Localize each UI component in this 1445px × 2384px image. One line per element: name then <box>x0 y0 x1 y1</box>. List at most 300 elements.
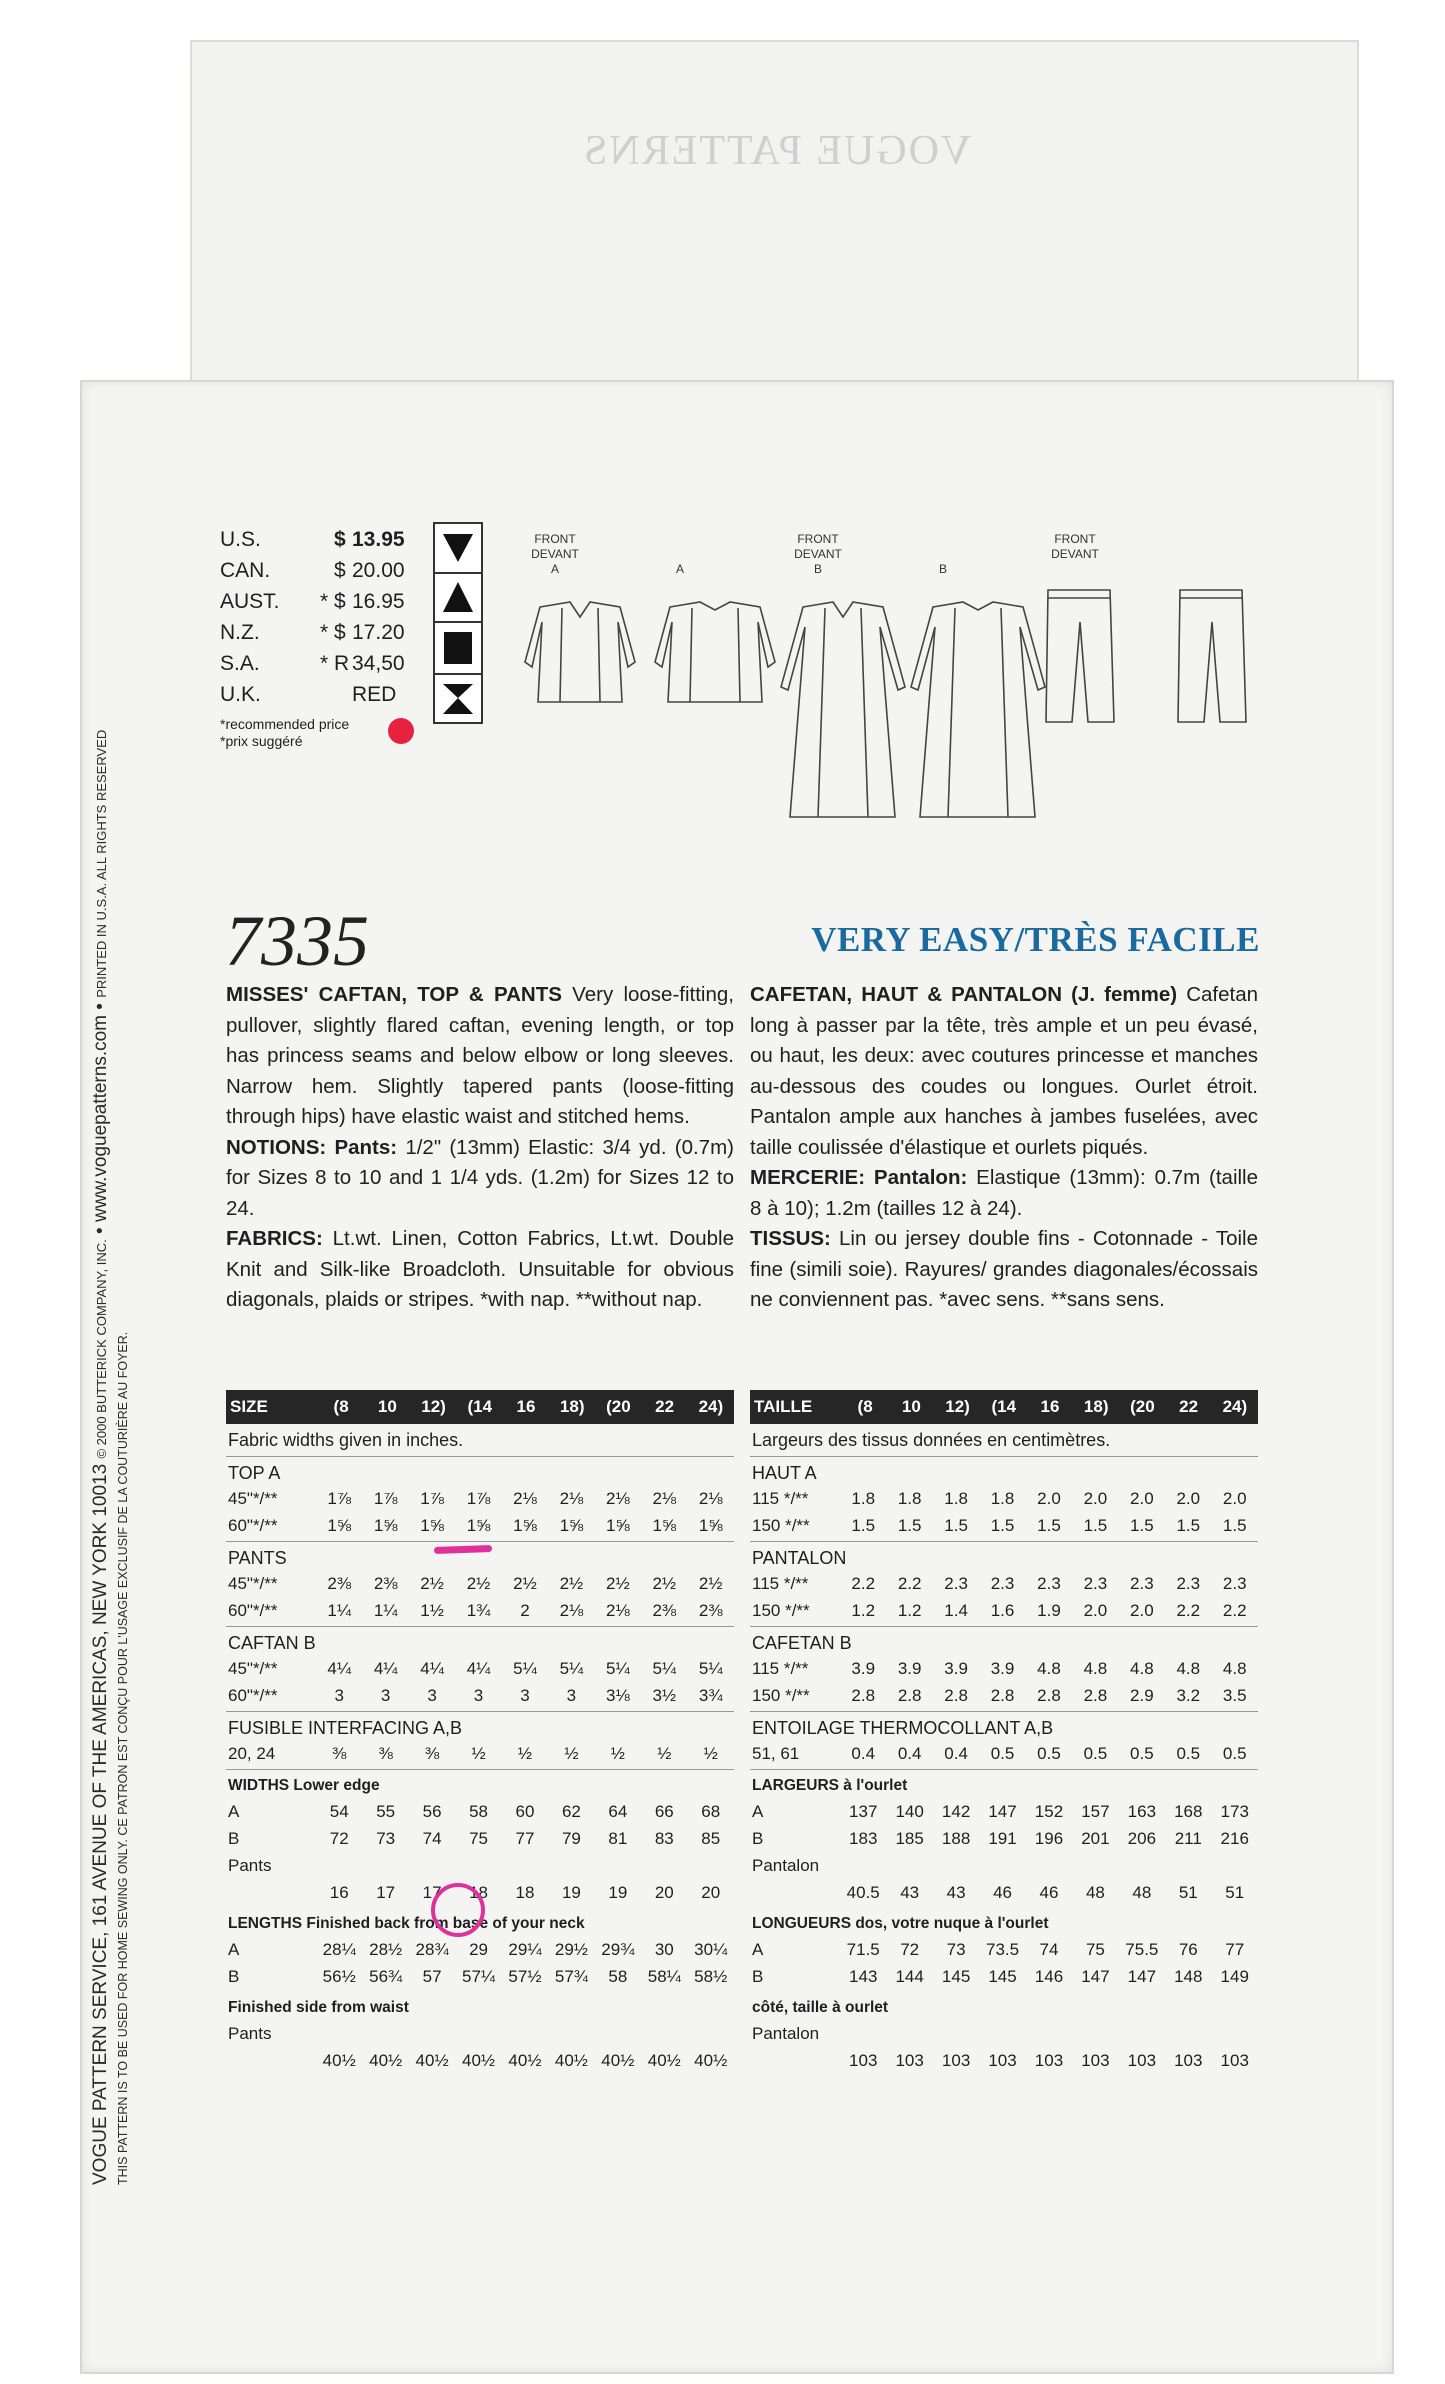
table-cell: 4.8 <box>1176 1658 1201 1678</box>
table-cell: 2.3 <box>990 1573 1015 1593</box>
table-cell: 2.2 <box>897 1573 922 1593</box>
table-cell: 54 <box>329 1801 349 1821</box>
price-country: N.Z. <box>220 621 260 644</box>
table-cell: 1.9 <box>1037 1600 1061 1620</box>
table-cell: 1⅝ <box>327 1515 352 1535</box>
table-cell: 40½ <box>647 2050 681 2070</box>
section-title: PANTALON <box>752 1548 847 1568</box>
row-label: A <box>752 1939 764 1959</box>
section-title: WIDTHS Lower edge <box>228 1777 380 1794</box>
table-cell: 85 <box>701 1828 721 1848</box>
table-cell: 1.4 <box>944 1600 968 1620</box>
table-cell: 74 <box>422 1828 442 1848</box>
row-label: 150 */** <box>752 1515 810 1535</box>
table-row <box>226 1682 734 1709</box>
website: www.voguepatterns.com <box>90 1015 111 1222</box>
table-cell: 1.5 <box>1130 1515 1154 1535</box>
table-cell: 1.5 <box>944 1515 968 1535</box>
table-cell: 20 <box>701 1882 721 1902</box>
table-row <box>226 1798 734 1825</box>
price-row <box>220 528 435 559</box>
table-cell: 58 <box>469 1801 488 1821</box>
table-cell: 4.8 <box>1222 1658 1247 1678</box>
pants-back-drawing <box>1178 590 1246 722</box>
table-row <box>226 2047 734 2074</box>
table-cell: 43 <box>900 1882 920 1902</box>
table-row <box>226 1485 734 1512</box>
price-currency: $ <box>334 621 346 644</box>
table-cell: 185 <box>895 1828 924 1848</box>
price-country: U.K. <box>220 683 261 706</box>
table-cell: 4.8 <box>1037 1658 1061 1678</box>
table-cell: 71.5 <box>846 1939 880 1959</box>
size-header: 10 <box>377 1397 397 1416</box>
table-cell: 0.5 <box>1222 1743 1247 1763</box>
publisher-address: VOGUE PATTERN SERVICE, 161 AVENUE OF THE AMERICAS, NEW YORK 10013 <box>90 1463 111 2185</box>
pants-front-drawing <box>1046 590 1114 722</box>
table-row <box>750 1963 1258 1990</box>
table-row <box>750 1879 1258 1906</box>
table-cell: 173 <box>1220 1801 1249 1821</box>
table-cell: 0.4 <box>897 1743 922 1763</box>
row-label: A <box>228 1939 240 1959</box>
table-cell: 73 <box>946 1939 966 1959</box>
table-cell: 56 <box>422 1801 442 1821</box>
table-cell: 75 <box>1085 1939 1105 1959</box>
table-cell: 5¼ <box>513 1658 537 1678</box>
table-cell: 1.5 <box>990 1515 1015 1535</box>
table-cell: 5¼ <box>652 1658 677 1678</box>
table-cell: 1.5 <box>851 1515 876 1535</box>
table-cell: 4¼ <box>420 1658 444 1678</box>
table-cell: 144 <box>895 1966 924 1986</box>
price-amount: 17.20 <box>352 621 405 644</box>
section-title: Finished side from waist <box>228 1999 409 2016</box>
table-cell: 1½ <box>420 1600 444 1620</box>
size-header: 22 <box>655 1397 675 1416</box>
table-cell: 103 <box>1127 2050 1157 2070</box>
table-cell: 1.2 <box>897 1600 922 1620</box>
table-cell: 2.0 <box>1037 1488 1061 1508</box>
row-label: 60"*/** <box>228 1515 278 1535</box>
row-label: 115 */** <box>752 1573 809 1593</box>
table-cell: 73.5 <box>985 1939 1020 1959</box>
table-cell: 137 <box>849 1801 878 1821</box>
table-cell: 168 <box>1174 1801 1203 1821</box>
table-cell: 152 <box>1034 1801 1064 1821</box>
table-cell: 77 <box>1225 1939 1245 1959</box>
table-cell: 147 <box>988 1801 1017 1821</box>
table-row <box>750 1852 1258 1879</box>
table-cell: 1¼ <box>327 1600 352 1620</box>
table-row <box>226 1936 734 1963</box>
table-cell: 211 <box>1174 1828 1202 1848</box>
table-cell: 147 <box>1081 1966 1110 1986</box>
table-cell: 2.0 <box>1083 1600 1108 1620</box>
table-cell: 163 <box>1127 1801 1157 1821</box>
copyright: © 2000 BUTTERICK COMPANY, INC. <box>94 1239 109 1459</box>
table-cell: 2⅛ <box>652 1488 677 1508</box>
table-cell: 4.8 <box>1083 1658 1108 1678</box>
table-cell: ½ <box>657 1743 672 1763</box>
table-cell: 2 <box>520 1600 530 1620</box>
table-row <box>226 1655 734 1682</box>
table-cell: 2⅛ <box>513 1488 537 1508</box>
table-cell: 2⅛ <box>606 1600 630 1620</box>
fabrics-label-en: FABRICS: <box>226 1227 323 1250</box>
table-cell: 2⅛ <box>559 1488 584 1508</box>
row-label: B <box>228 1966 240 1986</box>
table-cell: 2.8 <box>990 1685 1015 1705</box>
difficulty-rating: VERY EASY/TRÈS FACILE <box>811 920 1260 959</box>
row-label: Pantalon <box>752 2023 820 2043</box>
table-cell: 3 <box>380 1685 391 1705</box>
table-section <box>226 1457 734 1542</box>
table-cell: 43 <box>946 1882 966 1902</box>
table-cell: 64 <box>608 1801 628 1821</box>
table-row <box>750 1512 1258 1539</box>
table-cell: 1¾ <box>466 1600 491 1620</box>
size-header: 18) <box>559 1397 585 1416</box>
table-cell: 2⅛ <box>698 1488 723 1508</box>
hourglass-icon <box>443 684 473 714</box>
table-cell: 75.5 <box>1125 1939 1159 1959</box>
row-label: Pants <box>228 2023 272 2043</box>
table-cell: 20 <box>654 1882 674 1902</box>
table-cell: 2.3 <box>1130 1573 1154 1593</box>
table-cell: 2⅜ <box>652 1600 677 1620</box>
price-currency: R <box>334 652 350 675</box>
table-cell: 145 <box>941 1966 971 1986</box>
table-cell: 103 <box>1174 2050 1203 2070</box>
table-cell: 2½ <box>420 1573 444 1593</box>
table-cell: 1.6 <box>990 1600 1015 1620</box>
table-section <box>750 1770 1258 1908</box>
table-cell: 103 <box>941 2050 971 2070</box>
table-cell: 2.3 <box>1037 1573 1061 1593</box>
title-en: MISSES' CAFTAN, TOP & PANTS <box>226 983 562 1006</box>
table-row <box>750 1740 1258 1767</box>
table-cell: 48 <box>1085 1882 1105 1902</box>
table-row <box>750 2047 1258 2074</box>
row-label: 20, 24 <box>228 1743 276 1763</box>
row-label: A <box>752 1801 764 1821</box>
table-cell: 2⅜ <box>373 1573 398 1593</box>
table-cell: 40½ <box>322 2050 356 2070</box>
notions-fr: Elastique (13mm): 0.7m (taille 8 à 10); 1.2m (tailles 12 à 24). <box>750 1166 1259 1220</box>
table-cell: 148 <box>1174 1966 1203 1986</box>
table-cell: 5¼ <box>559 1658 584 1678</box>
price-country: CAN. <box>220 559 271 582</box>
description-english <box>226 980 734 1316</box>
side-print: VOGUE PATTERN SERVICE, 161 AVENUE OF THE AMERICAS, NEW YORK 10013 © 2000 BUTTERICK COMPANY, INC. • www.voguepatterns.com • PRINTED IN U.S.A. ALL RIGHTS RESERVED THIS PATTERN IS TO BE USED FOR HOME SEWING ONLY. CE PATRON EST CONÇU POUR L'USAGE EXCLUSIF DE LA COUTURIÈRE AU FOYER. <box>90 545 130 2185</box>
table-row <box>226 1597 734 1624</box>
table-row <box>226 1740 734 1767</box>
table-cell: 3 <box>427 1685 437 1705</box>
row-label: 51, 61 <box>752 1743 800 1763</box>
size-label: TAILLE <box>754 1397 813 1416</box>
table-cell: 103 <box>1034 2050 1064 2070</box>
table-cell: 40½ <box>601 2050 635 2070</box>
table-cell: 57½ <box>508 1966 542 1986</box>
table-cell: 68 <box>701 1801 721 1821</box>
price-note-fr: *prix suggéré <box>220 733 303 749</box>
table-cell: 3.9 <box>897 1658 922 1678</box>
section-title: PANTS <box>228 1548 287 1568</box>
size-header: 12) <box>945 1397 970 1416</box>
table-section <box>750 1992 1258 2076</box>
price-row <box>220 559 435 590</box>
table-cell: 2½ <box>606 1573 630 1593</box>
price-row <box>220 590 435 621</box>
table-cell: 2.2 <box>851 1573 876 1593</box>
table-cell: 2.8 <box>897 1685 922 1705</box>
row-label: A <box>228 1801 240 1821</box>
row-label: 60"*/** <box>228 1600 278 1620</box>
size-header: (20 <box>606 1397 631 1416</box>
table-cell: 142 <box>941 1801 971 1821</box>
table-cell: 46 <box>993 1882 1012 1902</box>
table-cell: 183 <box>849 1828 878 1848</box>
table-section <box>750 1908 1258 1992</box>
section-title: LONGUEURS dos, votre nuque à l'ourlet <box>752 1915 1049 1932</box>
table-section <box>226 1992 734 2076</box>
section-title: HAUT A <box>752 1463 817 1483</box>
table-cell: 3 <box>566 1685 577 1705</box>
table-cell: 1.8 <box>944 1488 968 1508</box>
table-cell: 46 <box>1039 1882 1059 1902</box>
size-header: 24) <box>698 1397 724 1416</box>
fabrics-fr: Lin ou jersey double fins - Cotonnade - Toile fine (simili soie). Rayures/ grandes diagonales/écossais ne conviennent pas. *avec sens. **sans sens. <box>750 1227 1258 1311</box>
table-section <box>750 1542 1258 1627</box>
row-label: B <box>752 1966 764 1986</box>
table-cell: 1.5 <box>897 1515 922 1535</box>
table-cell: 3½ <box>652 1685 677 1705</box>
size-header: 18) <box>1083 1397 1109 1416</box>
label-front-a: FRONT DEVANT A <box>531 532 579 576</box>
table-cell: 75 <box>469 1828 488 1848</box>
red-dot-marker <box>388 718 414 744</box>
table-cell: ⅜ <box>378 1743 393 1763</box>
table-cell: 157 <box>1081 1801 1110 1821</box>
price-star: * <box>320 652 329 675</box>
table-cell: 77 <box>515 1828 535 1848</box>
table-cell: 60 <box>515 1801 535 1821</box>
table-cell: 58¼ <box>647 1966 681 1986</box>
table-section <box>226 1627 734 1712</box>
table-row <box>226 1570 734 1597</box>
table-row <box>750 1825 1258 1852</box>
top-a-back-drawing <box>655 602 775 702</box>
table-cell: 2.3 <box>944 1573 968 1593</box>
table-cell: 143 <box>849 1966 878 1986</box>
size-header: 10 <box>901 1397 921 1416</box>
table-cell: 19 <box>608 1882 628 1902</box>
table-cell: 1⅝ <box>420 1515 444 1535</box>
table-cell: 2.0 <box>1130 1488 1154 1508</box>
table-cell: 103 <box>849 2050 878 2070</box>
table-cell: 40½ <box>508 2050 542 2070</box>
table-header <box>750 1390 1258 1424</box>
price-amount: 20.00 <box>352 559 405 582</box>
table-cell: 188 <box>941 1828 971 1848</box>
table-section <box>226 1542 734 1627</box>
table-cell: 4¼ <box>466 1658 491 1678</box>
table-cell: 2.3 <box>1083 1573 1108 1593</box>
notions-en: 1/2" (13mm) Elastic: 3/4 yd. (0.7m) for Sizes 8 to 10 and 1 1/4 yds. (1.2m) for Sizes 12 to 24. <box>226 1135 734 1220</box>
garment-views <box>500 522 1280 822</box>
table-cell: 56¾ <box>369 1966 403 1986</box>
table-cell: 2½ <box>513 1573 537 1593</box>
row-label: 45"*/** <box>228 1573 278 1593</box>
table-row <box>750 1682 1258 1709</box>
table-cell: 146 <box>1034 1966 1064 1986</box>
table-cell: 17 <box>422 1882 442 1902</box>
table-cell: 0.5 <box>1037 1743 1061 1763</box>
row-label: 150 */** <box>752 1600 810 1620</box>
table-cell: 3.9 <box>990 1658 1015 1678</box>
table-cell: 2½ <box>466 1573 491 1593</box>
table-cell: 2½ <box>559 1573 584 1593</box>
table-cell: 1⅝ <box>559 1515 584 1535</box>
table-cell: 40½ <box>369 2050 403 2070</box>
table-cell: 40.5 <box>846 1882 880 1902</box>
table-cell: 1⅝ <box>373 1515 398 1535</box>
table-row <box>226 1825 734 1852</box>
size-header: (8 <box>333 1397 349 1416</box>
size-header: (14 <box>467 1397 493 1416</box>
label-back-a: A <box>675 562 684 576</box>
price-country: S.A. <box>220 652 260 675</box>
description-french <box>750 980 1258 1316</box>
table-cell: 29¾ <box>601 1939 635 1959</box>
table-cell: 1⅝ <box>698 1515 723 1535</box>
table-section <box>750 1712 1258 1770</box>
table-cell: 73 <box>376 1828 396 1848</box>
section-title: côté, taille à ourlet <box>752 1999 889 2016</box>
notions-label-fr: MERCERIE: Pantalon: <box>750 1166 968 1189</box>
table-cell: 74 <box>1039 1939 1059 1959</box>
table-cell: 72 <box>900 1939 920 1959</box>
row-label: B <box>752 1828 764 1848</box>
table-cell: 2.8 <box>1083 1685 1108 1705</box>
yardage-table-english <box>226 1390 734 2076</box>
top-a-front-drawing <box>525 602 635 702</box>
table-cell: 1.5 <box>1037 1515 1061 1535</box>
price-list <box>220 528 435 750</box>
table-cell: 2⅛ <box>559 1600 584 1620</box>
triangle-down-icon <box>443 534 473 562</box>
row-label: Pantalon <box>752 1855 820 1875</box>
table-cell: 81 <box>608 1828 628 1848</box>
section-title: ENTOILAGE THERMOCOLLANT A,B <box>752 1718 1054 1738</box>
table-cell: 2.8 <box>851 1685 876 1705</box>
table-cell: 103 <box>1081 2050 1110 2070</box>
section-title: LENGTHS Finished back from base of your neck <box>228 1915 585 1932</box>
table-cell: 1¼ <box>373 1600 398 1620</box>
table-cell: 1.5 <box>1222 1515 1247 1535</box>
table-cell: 3.9 <box>944 1658 968 1678</box>
table-cell: 0.4 <box>851 1743 876 1763</box>
table-row <box>750 1597 1258 1624</box>
table-cell: 2.9 <box>1130 1685 1154 1705</box>
fabrics-label-fr: TISSUS: <box>750 1227 831 1250</box>
table-cell: 1⅝ <box>606 1515 630 1535</box>
table-cell: 3 <box>473 1685 484 1705</box>
table-cell: 1⅝ <box>513 1515 537 1535</box>
label-front-b: FRONT DEVANT B <box>794 532 842 576</box>
table-cell: 2.8 <box>944 1685 968 1705</box>
table-note: Largeurs des tissus données en centimètres. <box>750 1424 1258 1457</box>
mirrored-brand-print: VOGUE PATTERNS <box>582 128 972 174</box>
table-cell: 18 <box>515 1882 535 1902</box>
table-cell: 28¼ <box>322 1939 356 1959</box>
size-header: 16 <box>1040 1397 1060 1416</box>
table-cell: 29¼ <box>508 1939 542 1959</box>
body-fr: Cafetan long à passer par la tête, très ample et un peu évasé, ou haut, les deux: avec coutures princesse et manches au-dessous des coudes ou longues. Ourlet étroit. Pantalon ample aux hanches à jambes fuselées, avec taille coulissée d'élastique et ourlets piqués. <box>750 983 1259 1159</box>
table-cell: 79 <box>561 1828 581 1848</box>
section-title: TOP A <box>228 1463 281 1483</box>
table-cell: 4.8 <box>1130 1658 1154 1678</box>
table-row <box>750 1655 1258 1682</box>
table-cell: 140 <box>895 1801 924 1821</box>
row-label: 115 */** <box>752 1658 809 1678</box>
table-cell: 0.5 <box>1176 1743 1201 1763</box>
table-row <box>750 1798 1258 1825</box>
fabrics-en: Lt.wt. Linen, Cotton Fabrics, Lt.wt. Double Knit and Silk-like Broadcloth. Unsuitable for obvious diagonals, plaids or stripes. *with nap. **without nap. <box>226 1227 734 1311</box>
table-cell: 28½ <box>369 1939 403 1959</box>
table-cell: 51 <box>1178 1882 1198 1902</box>
notions-label-en: NOTIONS: Pants: <box>226 1135 398 1159</box>
caftan-b-front-drawing <box>781 602 905 817</box>
label-front-pants: FRONT DEVANT <box>1051 532 1099 561</box>
size-header: 16 <box>516 1397 536 1416</box>
table-cell: 2.0 <box>1176 1488 1201 1508</box>
price-amount: 16.95 <box>352 590 405 613</box>
table-cell: 3 <box>520 1685 530 1705</box>
table-cell: 1.5 <box>1083 1515 1108 1535</box>
table-cell: ½ <box>564 1743 579 1763</box>
table-cell: 1.2 <box>851 1600 876 1620</box>
size-header: 24) <box>1222 1397 1248 1416</box>
table-cell: 2½ <box>698 1573 723 1593</box>
table-row <box>750 2020 1258 2047</box>
table-cell: 2.3 <box>1176 1573 1201 1593</box>
table-cell: 40½ <box>415 2050 449 2070</box>
table-cell: 1⅞ <box>420 1488 444 1508</box>
table-header <box>226 1390 734 1424</box>
table-cell: 103 <box>988 2050 1017 2070</box>
price-star: * <box>320 590 329 613</box>
table-cell: 16 <box>329 1882 349 1902</box>
table-cell: 1⅞ <box>466 1488 491 1508</box>
price-note-en: *recommended price <box>220 716 350 732</box>
body-en: Very loose-fitting, pullover, slightly flared caftan, evening length, or top has princess seams and below elbow or long sleeves. Narrow hem. Slightly tapered pants (loose-fitting through hips) have elastic waist and stitched hems. <box>226 983 734 1128</box>
table-cell: 5¼ <box>698 1658 723 1678</box>
table-section <box>750 1627 1258 1712</box>
table-cell: 58½ <box>694 1966 728 1986</box>
table-cell: 3.5 <box>1222 1685 1247 1705</box>
table-cell: 216 <box>1220 1828 1249 1848</box>
label-back-b: B <box>938 562 947 576</box>
table-cell: 51 <box>1225 1882 1245 1902</box>
table-cell: ½ <box>517 1743 533 1763</box>
table-row <box>750 1570 1258 1597</box>
table-cell: 40½ <box>554 2050 588 2070</box>
triangle-up-icon <box>443 582 473 612</box>
table-cell: 72 <box>329 1828 349 1848</box>
table-cell: 3⅛ <box>606 1685 630 1705</box>
